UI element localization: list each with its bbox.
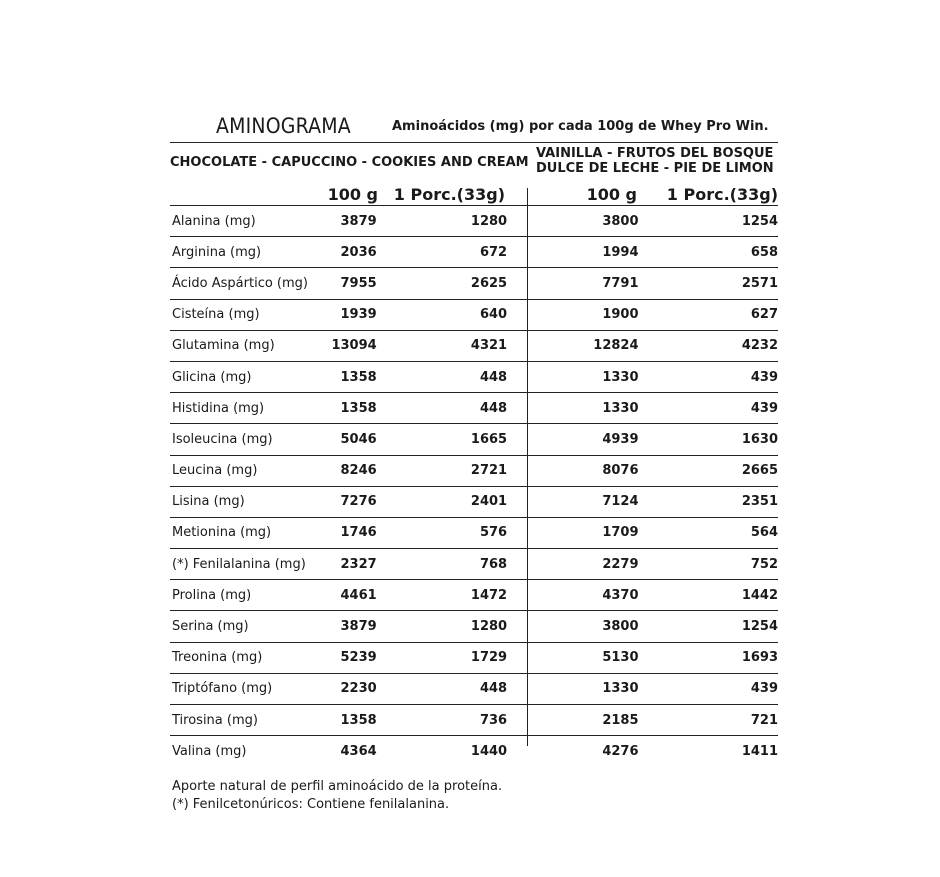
value-portion-right: 1630 (639, 424, 778, 455)
amino-acid-name: Valina (mg) (172, 743, 247, 759)
value-100g-left: 8246 (323, 455, 377, 486)
table-row (170, 455, 778, 486)
amino-acid-name: Isoleucina (mg) (170, 424, 323, 455)
col-100g-right: 100 g (586, 185, 637, 204)
value-portion-left: 768 (377, 549, 511, 580)
table-row (170, 206, 778, 237)
aminogram-sheet (170, 110, 778, 814)
value-100g-left: 5239 (323, 642, 377, 673)
value-portion-left: 448 (377, 673, 511, 704)
value-100g-right: 1330 (511, 393, 638, 424)
amino-acid-name: Leucina (mg) (170, 455, 323, 486)
value-100g-right: 4370 (511, 580, 638, 611)
table-row (170, 268, 778, 299)
value-portion-left: 4321 (377, 330, 511, 361)
header (170, 110, 778, 143)
table-row (170, 299, 778, 330)
value-portion-right: 2571 (639, 268, 778, 299)
value-portion-right: 4232 (639, 330, 778, 361)
value-portion-left: 1280 (377, 206, 511, 237)
value-100g-left: 1358 (323, 393, 377, 424)
table-row (170, 393, 778, 424)
table-body (170, 206, 778, 767)
col-portion-right: 1 Porc.(33g) (666, 185, 778, 204)
aminogram-table (170, 205, 778, 766)
amino-acid-name: Arginina (mg) (170, 237, 323, 268)
flavors-right-label (536, 146, 774, 176)
value-portion-right: 1442 (639, 580, 778, 611)
value-100g-left: 7276 (323, 486, 377, 517)
value-portion-right: 658 (639, 237, 778, 268)
value-100g-right: 3800 (511, 611, 638, 642)
value-100g-left: 4461 (323, 580, 377, 611)
table-row (170, 486, 778, 517)
amino-acid-name: Glutamina (mg) (170, 330, 323, 361)
value-100g-left: 1358 (323, 361, 377, 392)
value-portion-left: 576 (377, 517, 511, 548)
table-row (170, 642, 778, 673)
flavors-left-label: CHOCOLATE - CAPUCCINO - COOKIES AND CREAM (170, 155, 529, 170)
amino-acid-name: (*) Fenilalanina (mg) (170, 549, 323, 580)
amino-acid-name: Tirosina (mg) (170, 705, 323, 736)
amino-acid-name: Lisina (mg) (170, 486, 323, 517)
table-row (170, 580, 778, 611)
amino-acid-name: Histidina (mg) (170, 393, 323, 424)
value-portion-left: 672 (377, 237, 511, 268)
value-portion-right: 721 (639, 705, 778, 736)
value-100g-left: 3879 (323, 611, 377, 642)
table-row (170, 237, 778, 268)
value-portion-left: 640 (377, 299, 511, 330)
value-portion-right: 1693 (639, 642, 778, 673)
amino-acid-name: Prolina (mg) (170, 580, 323, 611)
amino-acid-name: Glicina (mg) (170, 361, 323, 392)
value-100g-left: 2327 (323, 549, 377, 580)
value-portion-right: 2351 (639, 486, 778, 517)
value-100g-right: 1709 (511, 517, 638, 548)
value-portion-left: 2401 (377, 486, 511, 517)
value-100g-right: 2279 (511, 549, 638, 580)
value-100g-left: 13094 (323, 330, 377, 361)
table-row (170, 549, 778, 580)
amino-acid-name: Alanina (mg) (170, 206, 323, 237)
page-title: AMINOGRAMA (216, 114, 351, 138)
value-100g-right: 7791 (511, 268, 638, 299)
value-100g-left: 3879 (323, 206, 377, 237)
value-portion-left: 1665 (377, 424, 511, 455)
table-row (170, 330, 778, 361)
value-portion-left: 1280 (377, 611, 511, 642)
amino-acid-name: Cisteína (mg) (170, 299, 323, 330)
value-100g-right: 8076 (511, 455, 638, 486)
page-subtitle: Aminoácidos (mg) por cada 100g de Whey Pro Win. (392, 119, 769, 134)
footnote-2: (*) Fenilcetonúricos: Contiene fenilalanina. (172, 797, 450, 813)
amino-acid-name: Serina (mg) (170, 611, 323, 642)
flavor-header (170, 143, 778, 183)
value-100g-left: 2036 (323, 237, 377, 268)
column-divider (527, 188, 528, 746)
value-portion-right: 1411 (741, 743, 778, 759)
value-100g-right: 3800 (511, 206, 638, 237)
value-portion-left: 2721 (377, 455, 511, 486)
value-portion-right: 1254 (639, 206, 778, 237)
amino-acid-name: Metionina (mg) (170, 517, 323, 548)
flavors-right-line-2: DULCE DE LECHE - PIE DE LIMON (536, 161, 774, 176)
value-100g-left: 1358 (323, 705, 377, 736)
value-portion-right: 564 (639, 517, 778, 548)
value-portion-right: 1254 (639, 611, 778, 642)
value-portion-right: 439 (639, 393, 778, 424)
value-portion-right: 439 (639, 673, 778, 704)
value-portion-right: 439 (639, 361, 778, 392)
footnotes (170, 778, 778, 814)
value-portion-left: 736 (377, 705, 511, 736)
table-row (170, 673, 778, 704)
table-row (170, 517, 778, 548)
value-100g-right: 2185 (511, 705, 638, 736)
value-portion-left: 1440 (470, 743, 508, 759)
value-100g-left: 7955 (323, 268, 377, 299)
column-headers (170, 183, 778, 205)
value-100g-right: 1900 (511, 299, 638, 330)
value-100g-right: 4276 (602, 743, 639, 759)
value-portion-right: 752 (639, 549, 778, 580)
table-row (170, 361, 778, 392)
value-portion-left: 2625 (377, 268, 511, 299)
amino-acid-name: Ácido Aspártico (mg) (170, 268, 323, 299)
amino-acid-name: Treonina (mg) (170, 642, 323, 673)
footnote-1: Aporte natural de perfil aminoácido de la proteína. (172, 779, 503, 795)
value-portion-left: 1729 (377, 642, 511, 673)
value-100g-right: 1994 (511, 237, 638, 268)
value-portion-right: 2665 (639, 455, 778, 486)
value-100g-left: 4364 (340, 743, 377, 759)
col-100g-left: 100 g (327, 185, 378, 204)
table-row (170, 424, 778, 455)
value-portion-left: 448 (377, 393, 511, 424)
value-100g-right: 7124 (511, 486, 638, 517)
value-100g-left: 5046 (323, 424, 377, 455)
table-row (170, 736, 778, 767)
value-100g-right: 4939 (511, 424, 638, 455)
value-100g-right: 5130 (511, 642, 638, 673)
amino-acid-name: Triptófano (mg) (170, 673, 323, 704)
value-portion-left: 448 (377, 361, 511, 392)
value-portion-right: 627 (639, 299, 778, 330)
value-100g-right: 12824 (511, 330, 638, 361)
value-portion-left: 1472 (377, 580, 511, 611)
flavors-right-line-1: VAINILLA - FRUTOS DEL BOSQUE (536, 146, 774, 161)
value-100g-right: 1330 (511, 361, 638, 392)
value-100g-left: 1939 (323, 299, 377, 330)
table-row (170, 611, 778, 642)
value-100g-left: 1746 (323, 517, 377, 548)
value-100g-left: 2230 (323, 673, 377, 704)
table-row (170, 705, 778, 736)
value-100g-right: 1330 (511, 673, 638, 704)
col-portion-left: 1 Porc.(33g) (393, 185, 505, 204)
